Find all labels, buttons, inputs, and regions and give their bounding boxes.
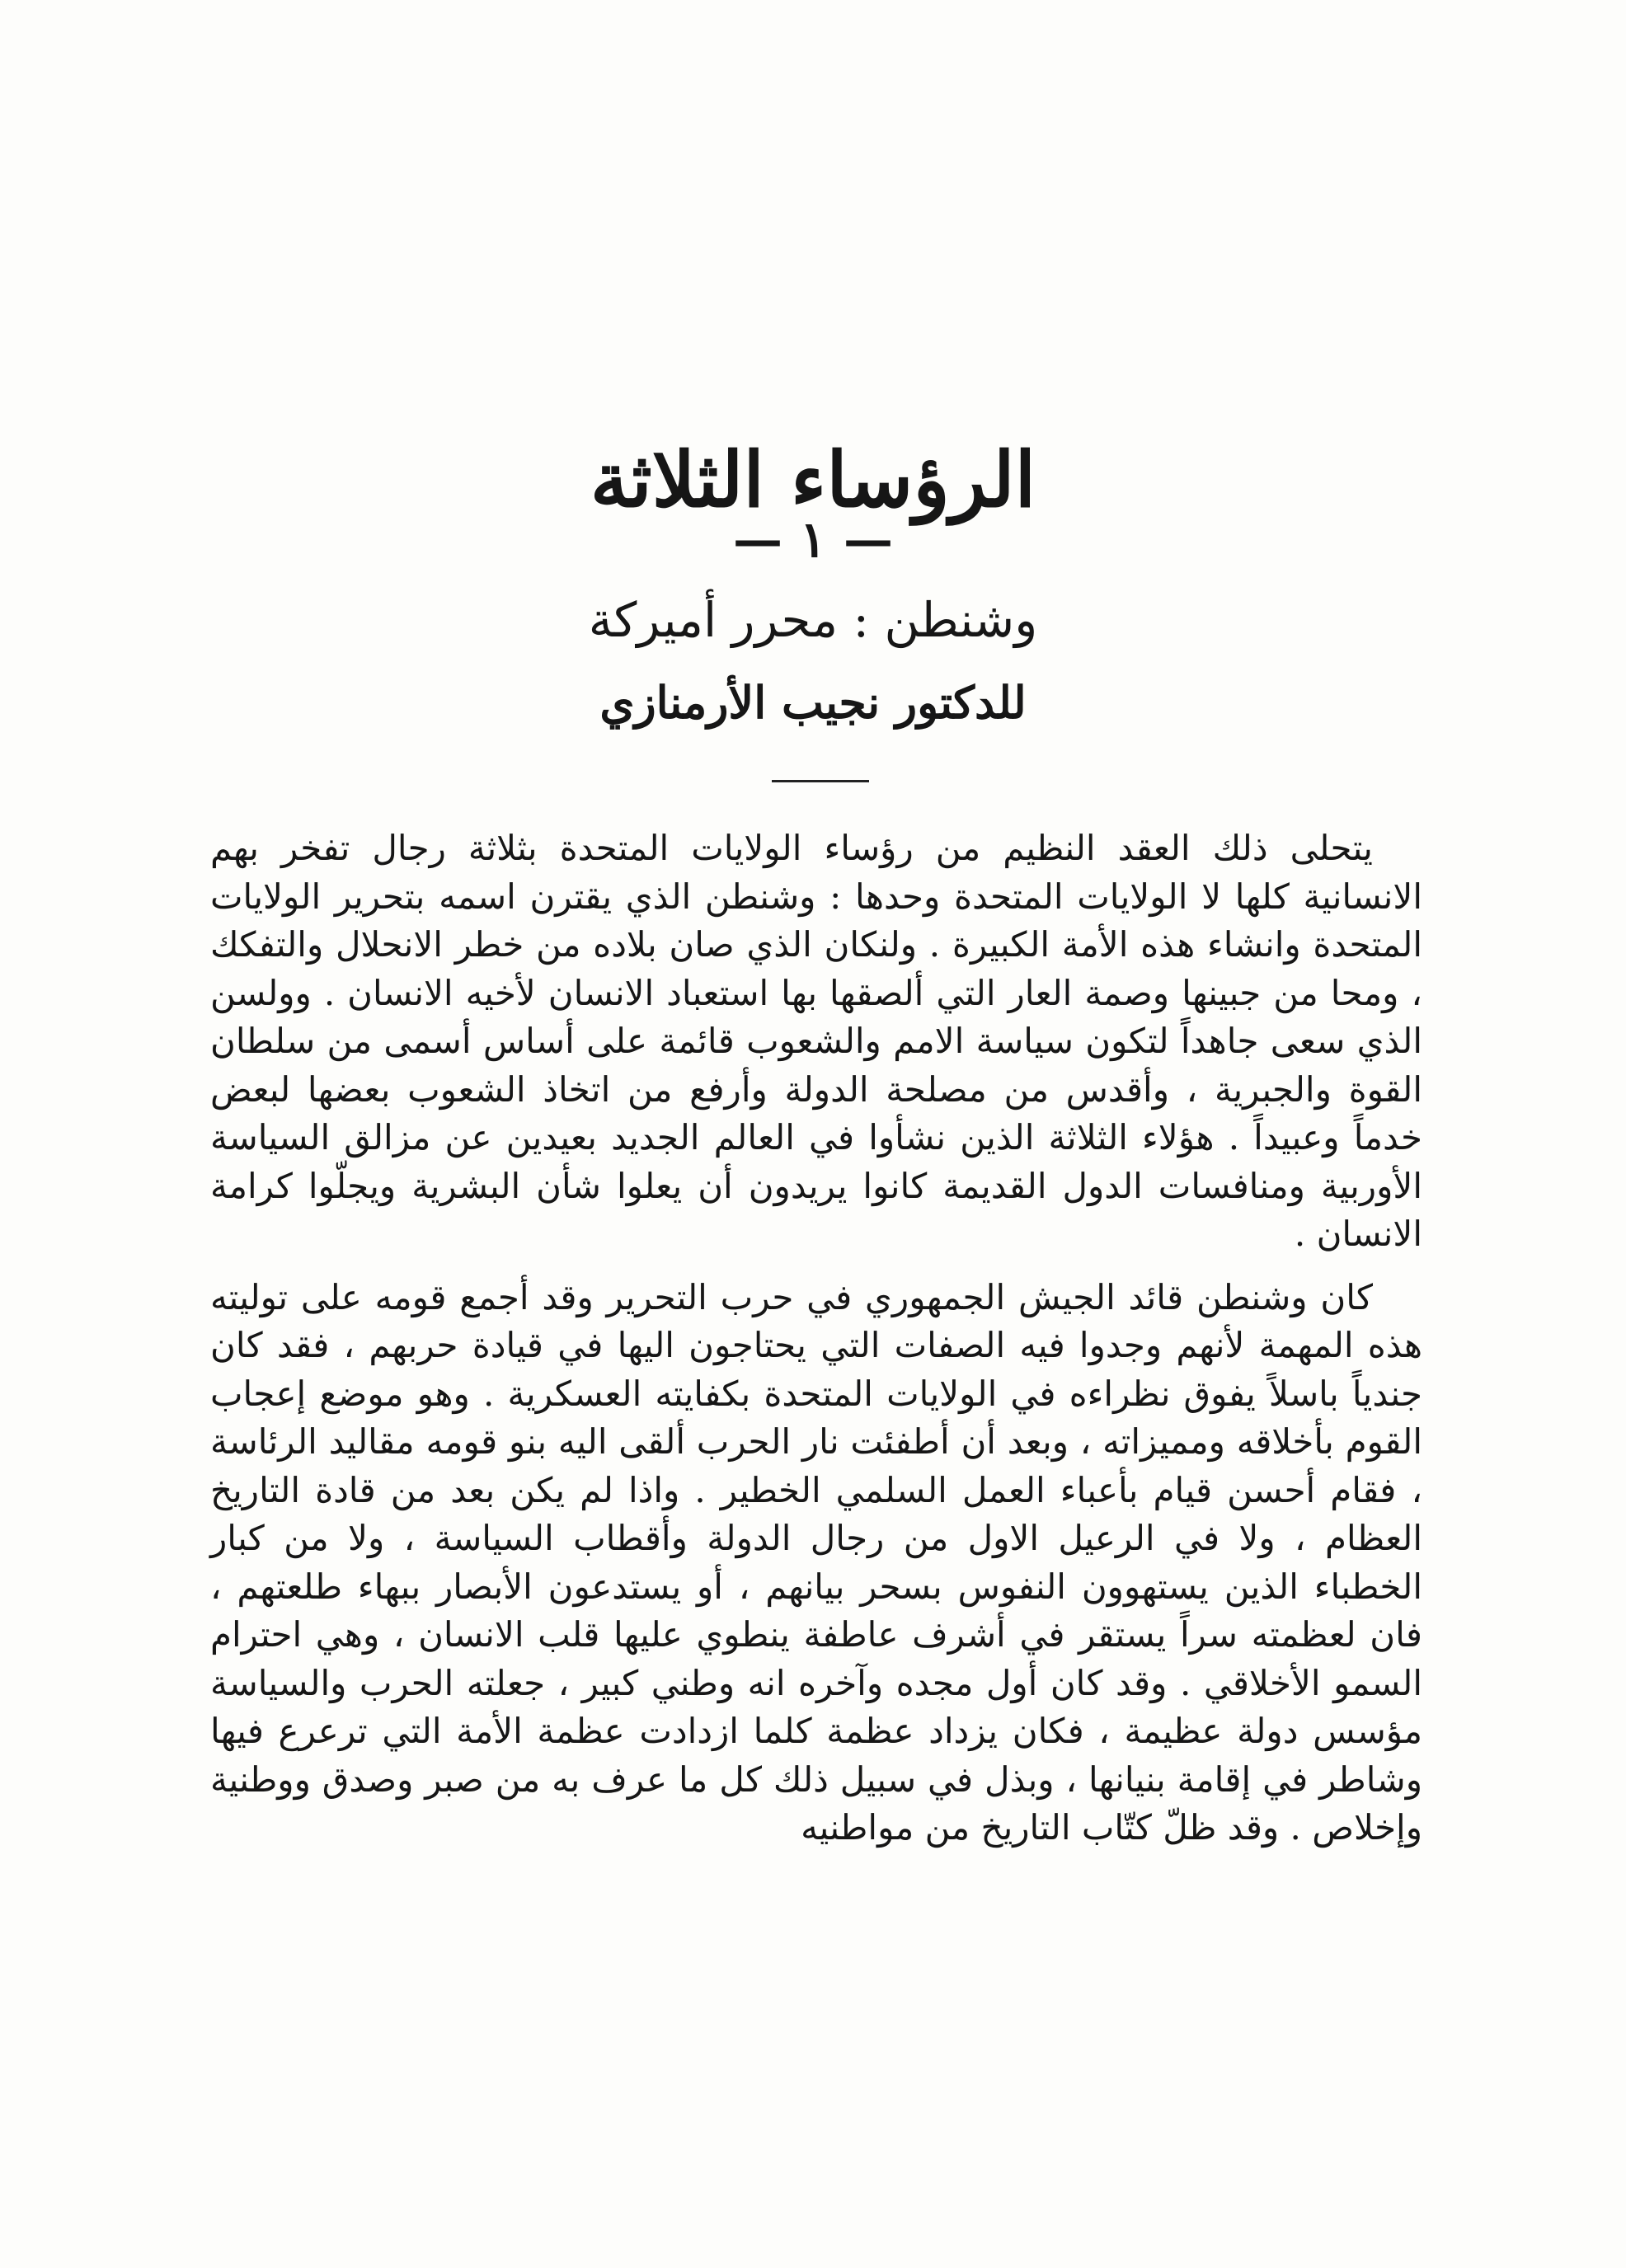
article-subtitle: وشنطن : محرر أميركة xyxy=(588,592,1038,648)
paragraph: كان وشنطن قائد الجيش الجمهوري في حرب التحرير وقد أجمع قومه على توليته هذه المهمة لأنهم وجدوا فيه الصفات التي يحتاجون اليها في قيادة حربهم ، فقد كان جندياً باسلاً يفوق نظراءه في الولايات المتحدة بكفايته العسكرية . وهو موضع إعجاب القوم بأخلاقه ومميزاته ، وبعد أن أطفئت نار الحرب ألقى اليه بنو قومه مقاليد الرئاسة ، فقام أحسن قيام بأعباء العمل السلمي الخطير . واذا لم يكن بعد من قادة التاريخ العظام ، ولا في الرعيل الاول من رجال الدولة وأقطاب السياسة ، ولا من كبار الخطباء الذين يستهوون النفوس بسحر بيانهم ، أو يستدعون الأبصار ببهاء طلعتهم ، فان لعظمته سراً يستقر في أشرف عاطفة ينطوي عليها قلب الانسان ، وهي احترام السمو الأخلاقي . وقد كان أول مجده وآخره انه وطني كبير ، جعلته الحرب والسياسة مؤسس دولة عظيمة ، فكان يزداد عظمة كلما ازدادت عظمة الأمة التي ترعرع فيها وشاطر في إقامة بنيانها ، وبذل في سبيل ذلك كل ما عرف به من صبر وصدق ووطنية وإخلاص . وقد ظلّ كتّاب التاريخ من مواطنيه xyxy=(210,1276,1422,1848)
section-divider xyxy=(772,780,869,782)
paragraph: يتحلى ذلك العقد النظيم من رؤساء الولايات المتحدة بثلاثة رجال تفخر بهم الانسانية كلها لا الولايات المتحدة وحدها : وشنطن الذي يقترن اسمه بتحرير الولايات المتحدة وانشاء هذه الأمة الكبيرة . ولنكان الذي صان بلاده من خطر الانحلال والتفكك ، ومحا من جبينها وصمة العار التي ألصقها بها استعباد الانسان لأخيه الانسان . وولسن الذي سعى جاهداً لتكون سياسة الامم والشعوب قائمة على أساس أسمى من سلطان القوة والجبرية ، وأقدس من مصلحة الدولة وأرفع من اتخاذ الشعوب بعضها لبعض خدماً وعبيداً . هؤلاء الثلاثة الذين نشأوا في العالم الجديد بعيدين عن مزالق السياسة الأوربية ومنافسات الدول القديمة كانوا يريدون أن يعلوا شأن البشرية ويجلّوا كرامة الانسان . xyxy=(210,828,1422,1254)
part-number: — ١ — xyxy=(732,511,893,569)
author-line: للدكتور نجيب الأرمنازي xyxy=(599,676,1027,729)
article-body xyxy=(210,824,1422,1867)
page-title: الرؤساء الثلاثة xyxy=(590,434,1036,524)
